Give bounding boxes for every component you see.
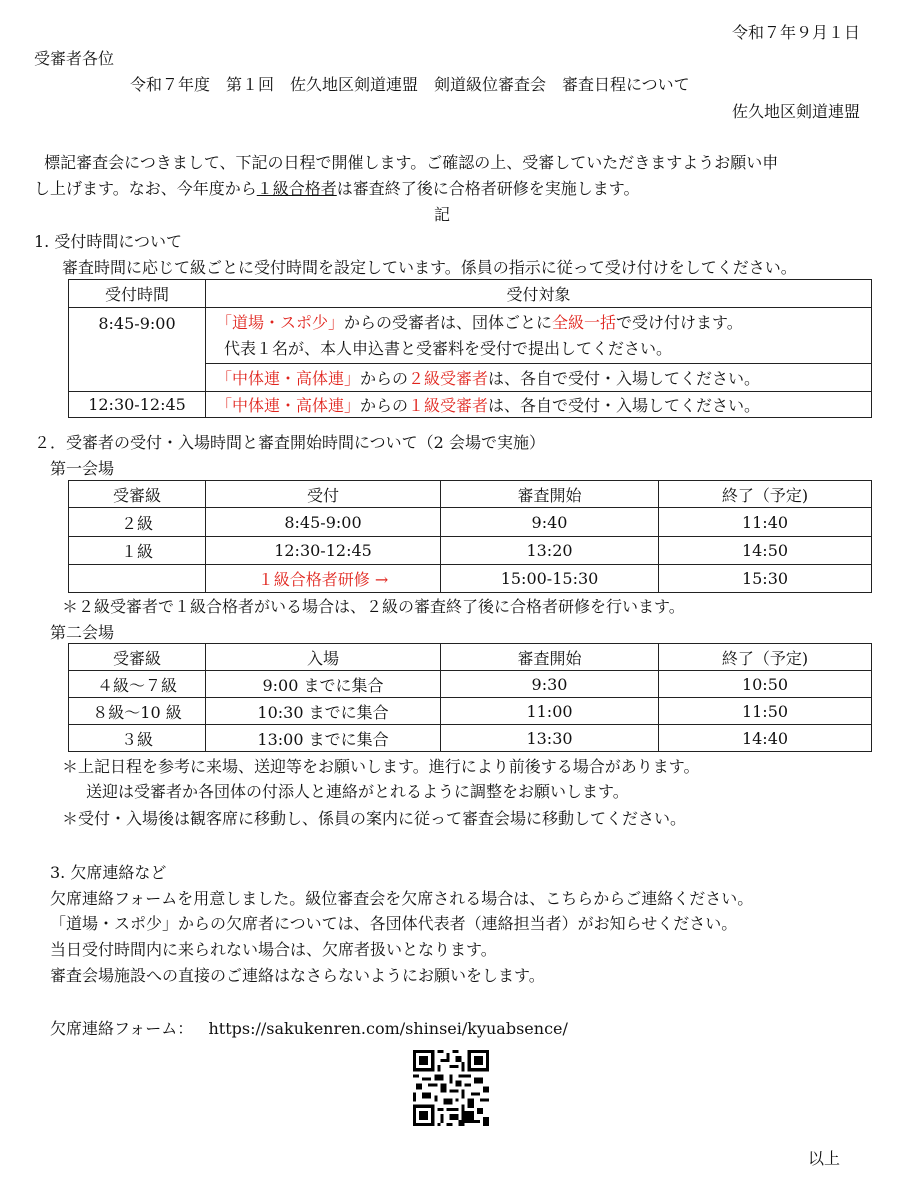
reception-time-1: 8:45-9:00 [69,308,206,392]
table-row: ８級〜10 級 10:30 までに集合 11:00 11:50 [69,698,872,725]
reception-target-dojo: 「道場・スポ少」からの受審者は、団体ごとに全級一括で受け付けます。 代表１名が、本人申込書と受審料を受付で提出してください。 [206,308,872,364]
section1-note: 審査時間に応じて級ごとに受付時間を設定しています。係員の指示に従って受け付けをしてください。 [62,258,797,277]
ki-mark: 記 [434,205,451,224]
table-row: ４級〜７級 9:00 までに集合 9:30 10:50 [69,671,872,698]
table-row: ３級 13:00 までに集合 13:30 14:40 [69,725,872,752]
venue1-table [68,480,872,593]
table-row: ２級 8:45-9:00 9:40 11:40 [69,508,872,537]
passer-training: １級合格者研修 → [206,565,441,593]
closing-mark: 以上 [807,1149,840,1168]
absence-line-2: 「道場・スポ少」からの欠席者については、各団体代表者（連絡担当者）がお知らせください。 [50,914,738,933]
addressee: 受審者各位 [34,49,115,68]
venue2-label: 第二会場 [50,623,115,642]
venue2-header-start: 審査開始 [441,644,659,671]
reception-target-grade1: 「中体連・高体連」からの１級受審者は、各自で受付・入場してください。 [206,392,872,418]
intro-line-1: 標記審査会につきまして、下記の日程で開催します。ご確認の上、受審していただきますようお願い申 [44,153,779,172]
venue2-header-end: 終了（予定) [659,644,872,671]
header-reception-target: 受付対象 [206,280,872,308]
table-row: １級合格者研修 → 15:00-15:30 15:30 [69,565,872,593]
schedule-note-1: ＊上記日程を参考に来場、送迎等をお願いします。進行により前後する場合があります。 [62,757,700,776]
reception-time-2: 12:30-12:45 [69,392,206,418]
absence-form-label: 欠席連絡フォーム： [50,1019,194,1038]
absence-form-link[interactable]: https://sakukenren.com/shinsei/kyuabsence/ [208,1019,568,1038]
absence-line-1: 欠席連絡フォームを用意しました。級位審査会を欠席される場合は、こちらからご連絡ください。 [50,889,754,908]
venue1-header-grade: 受審級 [69,481,206,508]
venue1-header-reception: 受付 [206,481,441,508]
schedule-note-3: ＊受付・入場後は観客席に移動し、係員の案内に従って審査会場に移動してください。 [62,809,687,828]
first-class-passers: １級合格者 [256,179,337,198]
venue1-header-end: 終了（予定) [659,481,872,508]
venue2-header-entry: 入場 [206,644,441,671]
intro-line-2: し上げます。なお、今年度から１級合格者は審査終了後に合格者研修を実施します。 [34,179,640,198]
document-title: 令和７年度 第１回 佐久地区剣道連盟 剣道級位審査会 審査日程について [130,75,690,94]
section1-heading: 1. 受付時間について [34,232,183,251]
schedule-note-2: 送迎は受審者か各団体の付添人と連絡がとれるように調整をお願いします。 [86,782,629,801]
document-date: 令和７年９月１日 [731,23,860,42]
venue1-header-start: 審査開始 [441,481,659,508]
header-reception-time: 受付時間 [69,280,206,308]
venue1-note: ＊２級受審者で１級合格者がいる場合は、２級の審査終了後に合格者研修を行います。 [62,597,685,616]
venue2-table [68,643,872,752]
qr-code-icon[interactable] [413,1050,489,1126]
absence-form [50,1016,568,1039]
reception-table [68,279,872,418]
section2-heading: ２．受審者の受付・入場時間と審査開始時間について（2 会場で実施） [34,433,545,452]
reception-target-grade2: 「中体連・高体連」からの２級受審者は、各自で受付・入場してください。 [206,364,872,392]
section3-heading: 3. 欠席連絡など [50,863,167,882]
table-row: １級 12:30-12:45 13:20 14:50 [69,537,872,565]
venue1-label: 第一会場 [50,459,115,478]
venue2-header-grade: 受審級 [69,644,206,671]
absence-line-4: 審査会場施設への直接のご連絡はなさらないようにお願いをします。 [50,966,545,985]
organizer: 佐久地区剣道連盟 [731,102,860,121]
absence-line-3: 当日受付時間内に来られない場合は、欠席者扱いとなります。 [50,940,497,959]
